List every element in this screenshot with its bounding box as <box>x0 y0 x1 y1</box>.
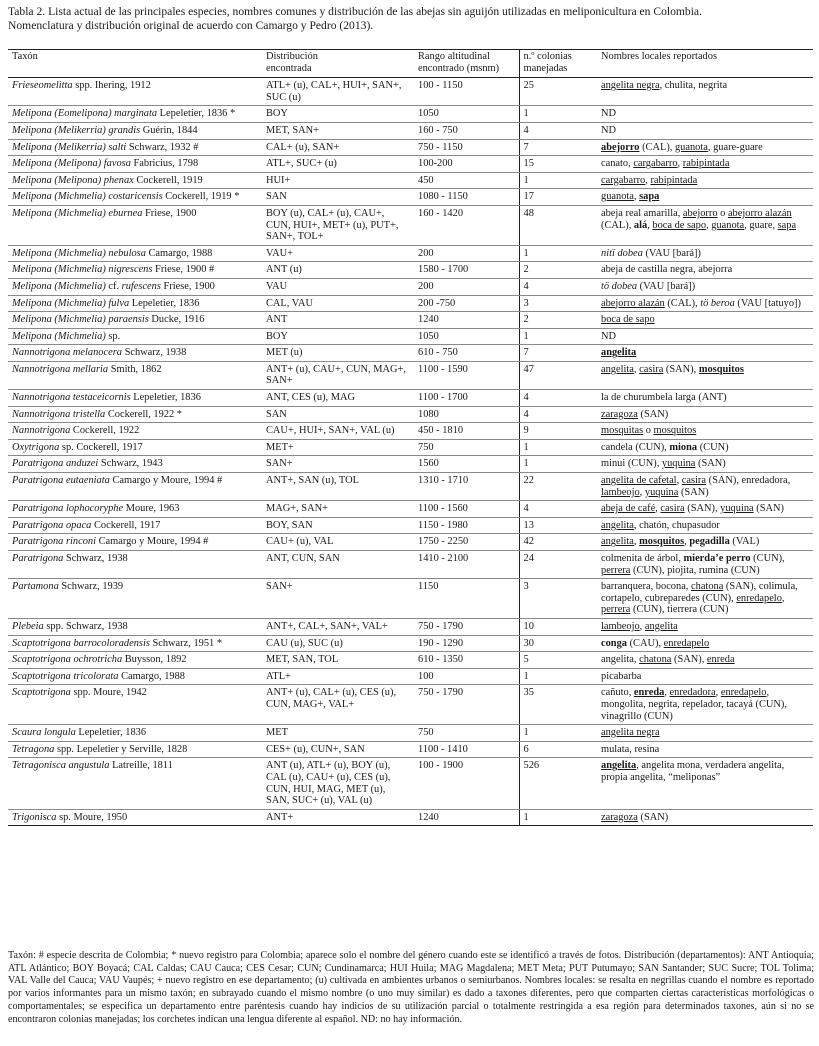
cell-colonies: 1 <box>519 809 597 826</box>
table-row <box>8 278 813 295</box>
cell-taxon: Nannotrigona tristella Cockerell, 1922 * <box>8 406 262 423</box>
cell-altitude: 100 <box>414 668 519 685</box>
cell-local-names: angelita, chatón, chupasudor <box>597 517 813 534</box>
table-body <box>8 78 813 826</box>
cell-altitude: 200 <box>414 245 519 262</box>
cell-altitude: 750 - 1790 <box>414 685 519 725</box>
cell-taxon: Scaptotrigona spp. Moure, 1942 <box>8 685 262 725</box>
cell-colonies: 1 <box>519 245 597 262</box>
cell-taxon: Oxytrigona sp. Cockerell, 1917 <box>8 439 262 456</box>
cell-distribution: ATL+ <box>262 668 414 685</box>
table-caption <box>8 5 814 33</box>
cell-colonies: 1 <box>519 725 597 742</box>
table-row <box>8 668 813 685</box>
cell-colonies: 13 <box>519 517 597 534</box>
cell-altitude: 750 <box>414 725 519 742</box>
species-table <box>8 49 813 826</box>
table-row <box>8 295 813 312</box>
cell-colonies: 6 <box>519 741 597 758</box>
cell-distribution: SAN <box>262 189 414 206</box>
cell-taxon: Paratrigona rinconi Camargo y Moure, 1994 # <box>8 534 262 551</box>
cell-local-names: candela (CUN), miona (CUN) <box>597 439 813 456</box>
cell-altitude: 1080 <box>414 406 519 423</box>
cell-colonies: 1 <box>519 439 597 456</box>
cell-altitude: 1410 - 2100 <box>414 551 519 579</box>
table-row <box>8 406 813 423</box>
cell-colonies: 48 <box>519 205 597 245</box>
cell-altitude: 1310 - 1710 <box>414 473 519 501</box>
cell-altitude: 1100 - 1410 <box>414 741 519 758</box>
cell-colonies: 1 <box>519 668 597 685</box>
cell-local-names: minui (CUN), yuquina (SAN) <box>597 456 813 473</box>
table-row <box>8 139 813 156</box>
cell-local-names: angelita negra, chulita, negrita <box>597 78 813 106</box>
cell-altitude: 1100 - 1590 <box>414 361 519 389</box>
cell-local-names: ND <box>597 122 813 139</box>
cell-taxon: Nannotrigona mellaria Smith, 1862 <box>8 361 262 389</box>
cell-taxon: Melipona (Michmelia) paraensis Ducke, 1916 <box>8 312 262 329</box>
table-row <box>8 156 813 173</box>
cell-taxon: Paratrigona lophocoryphe Moure, 1963 <box>8 501 262 518</box>
table-row <box>8 172 813 189</box>
cell-colonies: 1 <box>519 172 597 189</box>
cell-colonies: 3 <box>519 295 597 312</box>
table-row <box>8 328 813 345</box>
cell-colonies: 4 <box>519 122 597 139</box>
cell-taxon: Melipona (Michmelia) sp. <box>8 328 262 345</box>
cell-taxon: Paratrigona opaca Cockerell, 1917 <box>8 517 262 534</box>
table-row <box>8 361 813 389</box>
cell-distribution: ANT, CES (u), MAG <box>262 390 414 407</box>
cell-altitude: 1100 - 1560 <box>414 501 519 518</box>
cell-taxon: Plebeia spp. Schwarz, 1938 <box>8 618 262 635</box>
cell-altitude: 750 <box>414 439 519 456</box>
cell-distribution: MET, SAN, TOL <box>262 652 414 669</box>
cell-altitude: 450 <box>414 172 519 189</box>
cell-distribution: MET (u) <box>262 345 414 362</box>
cell-local-names: cañuto, enreda, enredadora, enredapelo, mongolita, negrita, repelador, tacayá (CUN), vinagrillo (CUN) <box>597 685 813 725</box>
caption-line-2: Nomenclatura y distribución original de acuerdo con Camargo y Pedro (2013). <box>8 19 374 32</box>
cell-taxon: Melipona (Michmelia) costaricensis Cockerell, 1919 * <box>8 189 262 206</box>
table-row <box>8 456 813 473</box>
cell-colonies: 1 <box>519 456 597 473</box>
table-row <box>8 106 813 123</box>
cell-taxon: Nannotrigona melanocera Schwarz, 1938 <box>8 345 262 362</box>
cell-altitude: 1560 <box>414 456 519 473</box>
cell-distribution: SAN+ <box>262 456 414 473</box>
cell-altitude: 1150 <box>414 579 519 619</box>
cell-local-names: ND <box>597 106 813 123</box>
cell-local-names: abeja de café, casira (SAN), yuquina (SAN) <box>597 501 813 518</box>
table-footnote: Taxón: # especie descrita de Colombia; * nuevo registro para Colombia; aparece solo el nombre del género cuando este se identificó a través de fotos. Distribución (departamentos): ANT Antioquia; ATL Atlántico; BOY Boyacá; CAL Caldas; CAU Cauca; CES Cesar; CUN; Cundinamarca; HUI Huila; MAG Magdalena; MET Meta; PUT Putumayo; SAN Santander; SUC Sucre; TOL Tolima; VAL Valle del Cauca; VAU Vaupés; + nuevo registro en ese departamento; (u) cultivada en ambientes urbanos o semiurbanos. Nombres locales: se resalta en negrillas cuando el nombre es reportado por varios informantes para un mismo taxón; en subrayado cuando el mismo nombre (o uno muy similar) es dado a taxones diferentes, pero que comparten ciertas características morfológicas o comportamentales; se especifica un departamento entre paréntesis cuando hay indicios de su utilización parcial o totalmente restringida a esa región para determinados taxones, aún si no se encontraron colonias manejadas; los corchetes indican una lengua diferente al español. ND: no hay información. <box>8 950 814 1025</box>
table-row <box>8 439 813 456</box>
cell-distribution: ANT, CUN, SAN <box>262 551 414 579</box>
cell-distribution: BOY <box>262 106 414 123</box>
cell-altitude: 1050 <box>414 328 519 345</box>
cell-distribution: MET <box>262 725 414 742</box>
cell-altitude: 450 - 1810 <box>414 423 519 440</box>
cell-local-names: mulata, resina <box>597 741 813 758</box>
table-row <box>8 473 813 501</box>
cell-colonies: 4 <box>519 501 597 518</box>
table-row <box>8 685 813 725</box>
table-row <box>8 262 813 279</box>
cell-taxon: Melipona (Michmelia) eburnea Friese, 1900 <box>8 205 262 245</box>
cell-distribution: CAU+, HUI+, SAN+, VAL (u) <box>262 423 414 440</box>
cell-colonies: 15 <box>519 156 597 173</box>
table-row <box>8 652 813 669</box>
table-row <box>8 725 813 742</box>
cell-distribution: ANT (u), ATL+ (u), BOY (u), CAL (u), CAU+ (u), CES (u), CUN, HUI, MAG, MET (u), SAN, SUC+ (u), VAL (u) <box>262 758 414 809</box>
cell-local-names: colmenita de árbol, mierda’e perro (CUN), perrera (CUN), piojita, rumina (CUN) <box>597 551 813 579</box>
cell-distribution: ATL+ (u), CAL+, HUI+, SAN+, SUC (u) <box>262 78 414 106</box>
cell-altitude: 1080 - 1150 <box>414 189 519 206</box>
cell-local-names: angelita, chatona (SAN), enreda <box>597 652 813 669</box>
table-row <box>8 618 813 635</box>
table-row <box>8 534 813 551</box>
cell-local-names: zaragoza (SAN) <box>597 406 813 423</box>
cell-altitude: 200 <box>414 278 519 295</box>
cell-colonies: 3 <box>519 579 597 619</box>
cell-altitude: 190 - 1290 <box>414 635 519 652</box>
cell-distribution: MET+ <box>262 439 414 456</box>
cell-colonies: 10 <box>519 618 597 635</box>
cell-altitude: 1580 - 1700 <box>414 262 519 279</box>
cell-altitude: 1150 - 1980 <box>414 517 519 534</box>
cell-distribution: ANT+ (u), CAL+ (u), CES (u), CUN, MAG+, VAL+ <box>262 685 414 725</box>
table-row <box>8 423 813 440</box>
cell-distribution: ANT+, SAN (u), TOL <box>262 473 414 501</box>
cell-colonies: 30 <box>519 635 597 652</box>
cell-local-names: boca de sapo <box>597 312 813 329</box>
cell-colonies: 7 <box>519 345 597 362</box>
cell-taxon: Nannotrigona Cockerell, 1922 <box>8 423 262 440</box>
cell-local-names: la de churumbela larga (ANT) <box>597 390 813 407</box>
cell-taxon: Scaptotrigona tricolorata Camargo, 1988 <box>8 668 262 685</box>
cell-distribution: ANT+ (u), CAU+, CUN, MAG+, SAN+ <box>262 361 414 389</box>
header-local-names: Nombres locales reportados <box>597 50 813 78</box>
cell-local-names: cargabarro, rabipintada <box>597 172 813 189</box>
table-row <box>8 78 813 106</box>
cell-altitude: 160 - 1420 <box>414 205 519 245</box>
cell-taxon: Scaptotrigona ochrotricha Buysson, 1892 <box>8 652 262 669</box>
cell-distribution: CAU (u), SUC (u) <box>262 635 414 652</box>
cell-local-names: guanota, sapa <box>597 189 813 206</box>
table-row <box>8 758 813 809</box>
cell-local-names: abejorro alazán (CAL), tö beroa (VAU [tatuyo]) <box>597 295 813 312</box>
cell-local-names: conga (CAU), enredapelo <box>597 635 813 652</box>
cell-altitude: 200 -750 <box>414 295 519 312</box>
cell-altitude: 610 - 750 <box>414 345 519 362</box>
table-row <box>8 390 813 407</box>
cell-distribution: ANT (u) <box>262 262 414 279</box>
cell-distribution: CAL+ (u), SAN+ <box>262 139 414 156</box>
cell-colonies: 17 <box>519 189 597 206</box>
table-row <box>8 245 813 262</box>
cell-local-names: tö dobea (VAU [bará]) <box>597 278 813 295</box>
cell-taxon: Melipona (Michmelia) nebulosa Camargo, 1988 <box>8 245 262 262</box>
cell-local-names: mosquitas o mosquitos <box>597 423 813 440</box>
header-distribution: Distribución encontrada <box>262 50 414 78</box>
header-taxon: Taxón <box>8 50 262 78</box>
cell-colonies: 526 <box>519 758 597 809</box>
cell-local-names: angelita, angelita mona, verdadera angelita, propia angelita, “meliponas” <box>597 758 813 809</box>
cell-local-names: abeja de castilla negra, abejorra <box>597 262 813 279</box>
cell-local-names: abeja real amarilla, abejorro o abejorro alazán (CAL), alá, boca de sapo, guanota, guare, sapa <box>597 205 813 245</box>
cell-altitude: 100-200 <box>414 156 519 173</box>
header-colonies: n.º colonias manejadas <box>519 50 597 78</box>
cell-altitude: 100 - 1900 <box>414 758 519 809</box>
table-row <box>8 517 813 534</box>
cell-colonies: 47 <box>519 361 597 389</box>
cell-taxon: Paratrigona anduzei Schwarz, 1943 <box>8 456 262 473</box>
cell-distribution: ANT+, CAL+, SAN+, VAL+ <box>262 618 414 635</box>
table-row <box>8 809 813 826</box>
cell-colonies: 4 <box>519 406 597 423</box>
cell-distribution: SAN <box>262 406 414 423</box>
cell-taxon: Nannotrigona testaceicornis Lepeletier, 1836 <box>8 390 262 407</box>
cell-distribution: MET, SAN+ <box>262 122 414 139</box>
cell-local-names: canato, cargabarro, rabipintada <box>597 156 813 173</box>
caption-line-1: Tabla 2. Lista actual de las principales especies, nombres comunes y distribución de las abejas sin aguijón utilizadas en meliponicultura en Colombia. <box>8 5 702 18</box>
cell-distribution: ANT <box>262 312 414 329</box>
cell-local-names: zaragoza (SAN) <box>597 809 813 826</box>
cell-distribution: VAU+ <box>262 245 414 262</box>
cell-taxon: Melipona (Melikerria) grandis Guérin, 1844 <box>8 122 262 139</box>
cell-colonies: 22 <box>519 473 597 501</box>
table-header-row <box>8 50 813 78</box>
cell-taxon: Melipona (Michmelia) cf. rufescens Friese, 1900 <box>8 278 262 295</box>
cell-altitude: 1100 - 1700 <box>414 390 519 407</box>
table-row <box>8 741 813 758</box>
cell-distribution: ANT+ <box>262 809 414 826</box>
cell-altitude: 1050 <box>414 106 519 123</box>
cell-taxon: Melipona (Michmelia) nigrescens Friese, 1900 # <box>8 262 262 279</box>
cell-local-names: abejorro (CAL), guanota, guare-guare <box>597 139 813 156</box>
cell-colonies: 9 <box>519 423 597 440</box>
cell-colonies: 35 <box>519 685 597 725</box>
cell-taxon: Trigonisca sp. Moure, 1950 <box>8 809 262 826</box>
cell-altitude: 100 - 1150 <box>414 78 519 106</box>
cell-taxon: Partamona Schwarz, 1939 <box>8 579 262 619</box>
cell-taxon: Melipona (Eomelipona) marginata Lepeletier, 1836 * <box>8 106 262 123</box>
cell-altitude: 160 - 750 <box>414 122 519 139</box>
cell-distribution: CAU+ (u), VAL <box>262 534 414 551</box>
cell-altitude: 1750 - 2250 <box>414 534 519 551</box>
cell-distribution: CES+ (u), CUN+, SAN <box>262 741 414 758</box>
cell-distribution: HUI+ <box>262 172 414 189</box>
cell-altitude: 750 - 1150 <box>414 139 519 156</box>
cell-taxon: Melipona (Melipona) favosa Fabricius, 1798 <box>8 156 262 173</box>
cell-local-names: angelita, mosquitos, pegadilla (VAL) <box>597 534 813 551</box>
cell-distribution: SAN+ <box>262 579 414 619</box>
cell-local-names: ND <box>597 328 813 345</box>
cell-local-names: barranquera, bocona, chatona (SAN), colimula, cortapelo, cubreparedes (CUN), enredapelo, perrera (CUN), tierrera (CUN) <box>597 579 813 619</box>
cell-taxon: Melipona (Melikerria) salti Schwarz, 1932 # <box>8 139 262 156</box>
cell-distribution: BOY <box>262 328 414 345</box>
cell-altitude: 750 - 1790 <box>414 618 519 635</box>
cell-altitude: 1240 <box>414 809 519 826</box>
cell-colonies: 1 <box>519 106 597 123</box>
table-row <box>8 501 813 518</box>
table-row <box>8 551 813 579</box>
cell-altitude: 1240 <box>414 312 519 329</box>
cell-local-names: angelita <box>597 345 813 362</box>
cell-taxon: Melipona (Michmelia) fulva Lepeletier, 1836 <box>8 295 262 312</box>
cell-taxon: Frieseomelitta spp. Ihering, 1912 <box>8 78 262 106</box>
cell-altitude: 610 - 1350 <box>414 652 519 669</box>
cell-colonies: 4 <box>519 278 597 295</box>
cell-taxon: Melipona (Melipona) phenax Cockerell, 1919 <box>8 172 262 189</box>
cell-local-names: lambeojo, angelita <box>597 618 813 635</box>
cell-distribution: MAG+, SAN+ <box>262 501 414 518</box>
cell-taxon: Tetragonisca angustula Latreille, 1811 <box>8 758 262 809</box>
cell-distribution: ATL+, SUC+ (u) <box>262 156 414 173</box>
table-row <box>8 189 813 206</box>
cell-local-names: angelita negra <box>597 725 813 742</box>
cell-colonies: 42 <box>519 534 597 551</box>
cell-taxon: Paratrigona eutaeniata Camargo y Moure, 1994 # <box>8 473 262 501</box>
cell-distribution: VAU <box>262 278 414 295</box>
cell-distribution: BOY, SAN <box>262 517 414 534</box>
cell-colonies: 4 <box>519 390 597 407</box>
table-row <box>8 205 813 245</box>
cell-taxon: Scaptotrigona barrocoloradensis Schwarz, 1951 * <box>8 635 262 652</box>
cell-colonies: 2 <box>519 312 597 329</box>
table-row <box>8 312 813 329</box>
cell-colonies: 2 <box>519 262 597 279</box>
cell-taxon: Tetragona spp. Lepeletier y Serville, 1828 <box>8 741 262 758</box>
table-row <box>8 635 813 652</box>
table-row <box>8 345 813 362</box>
cell-local-names: angelita, casira (SAN), mosquitos <box>597 361 813 389</box>
cell-distribution: CAL, VAU <box>262 295 414 312</box>
table-row <box>8 579 813 619</box>
cell-colonies: 24 <box>519 551 597 579</box>
cell-colonies: 1 <box>519 328 597 345</box>
cell-distribution: BOY (u), CAL+ (u), CAU+, CUN, HUI+, MET+ (u), PUT+, SAN+, TOL+ <box>262 205 414 245</box>
cell-colonies: 7 <box>519 139 597 156</box>
cell-colonies: 25 <box>519 78 597 106</box>
cell-colonies: 5 <box>519 652 597 669</box>
table-row <box>8 122 813 139</box>
cell-taxon: Scaura longula Lepeletier, 1836 <box>8 725 262 742</box>
cell-taxon: Paratrigona Schwarz, 1938 <box>8 551 262 579</box>
cell-local-names: angelita de cafetal, casira (SAN), enredadora, lambeojo, yuquina (SAN) <box>597 473 813 501</box>
header-altitude: Rango altitudinal encontrado (msnm) <box>414 50 519 78</box>
cell-local-names: picabarba <box>597 668 813 685</box>
cell-local-names: nitï dobea (VAU [bará]) <box>597 245 813 262</box>
